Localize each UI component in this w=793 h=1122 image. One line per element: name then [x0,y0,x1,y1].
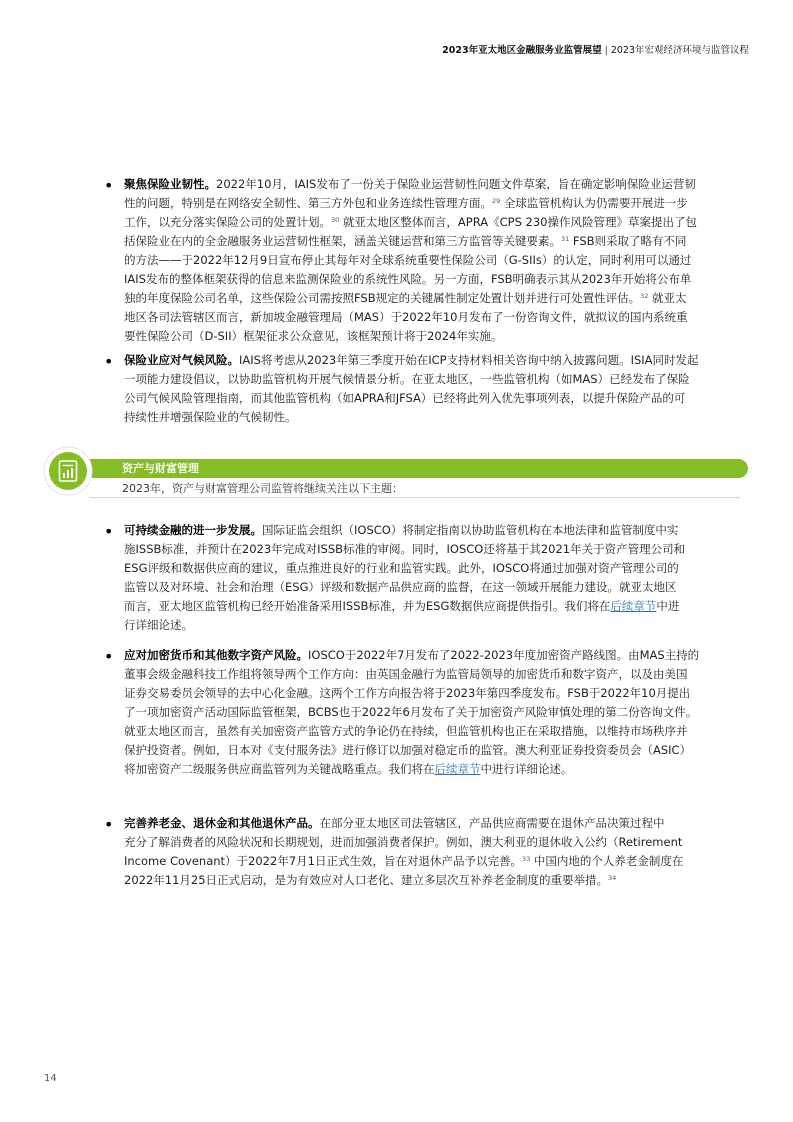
later-chapter-link[interactable]: 后续章节 [610,599,657,613]
bullet-marker: • [104,815,114,834]
bullet-heading: 可持续金融的进一步发展。 [124,523,262,537]
section-title: 资产与财富管理 [122,462,199,475]
section-banner [90,459,748,478]
report-title: 2023年亚太地区金融服务业监管展望 [442,45,602,56]
bullet-insurance-climate: 保险业应对气候风险。IAIS将考虑从2023年第三季度开始在ICP支持材料相关咨询中纳入披露问题。ISIA同时发起 一项能力建设倡议，以协助监管机构开展气候情景分析。在亚太地区，一些监管机构（如MAS）已经发布了保险 公司气候风险管理指南，而其他监管机构（如APRA和JFSA）已经将此列入优先事项列表，以提升保险产品的可 持续性并增强保险业的气候韧性。 [124,353,699,424]
later-chapter-link[interactable]: 后续章节 [434,762,481,776]
bullet-marker: • [104,522,114,541]
bullet-heading: 完善养老金、退休金和其他退休产品。 [124,816,320,830]
footnote-ref[interactable]: 31 [561,235,570,243]
bullet-heading: 保险业应对气候风险。 [124,353,239,367]
bullet-marker: • [104,352,114,371]
running-header [442,42,749,56]
bullet-pensions: 完善养老金、退休金和其他退休产品。在部分亚太地区司法管辖区，产品供应商需要在退休产品决策过程中 充分了解消费者的风险状况和长期规划，进而加强消费者保护。例如，澳大利亚的退休收入公约（Retirement Income Covenant）于2022年7月1日正式生效，旨在对退休产品予以完善。$^{33}$ 中国内地的个人养老金制度在 2022年11月25日正式启动，是为有效应对人口老化、建立多层次互补养老金制度的重要举措。$^{34}$ [124,816,684,887]
bullet-marker: • [104,176,114,195]
bullet-heading: 应对加密货币和其他数字资产风险。 [124,648,308,662]
bullet-crypto-assets: 应对加密货币和其他数字资产风险。IOSCO于2022年7月发布了2022-2023年度加密资产路线图。由MAS主持的 董事会级金融科技工作组将领导两个工作方向：由英国金融行为监管局领导的加密货币和数字资产，以及由美国 证券交易委员会领导的去中心化金融。这两个工作方向报告将于2023年第四季度发布。FSB于2022年10月提出 了一项加密资产活动国际监管框架，BCBS也于2022年6月发布了关于加密资产风险审慎处理的第二份咨询文件。 就亚太地区而言，虽然有关加密资产监管方式的争论仍在持续，但监管机构也正在采取措施，以维持市场秩序并 保护投资者。例如，日本对《支付服务法》进行修订以加强对稳定币的监管。澳大利亚证券投资委员会（ASIC） 将加密资产二级服务供应商监管列为关键战略重点。我们将在后续章节中进行详细论述。 [124,648,700,776]
footnote-ref[interactable]: 34 [608,874,617,882]
footnote-ref[interactable]: 30 [331,216,340,224]
section-divider [90,497,740,498]
footnote-ref[interactable]: 29 [492,197,501,205]
bullet-marker: • [104,647,114,666]
section-intro: 2023年，资产与财富管理公司监管将继续关注以下主题： [122,482,403,495]
page-number: 14 [44,1073,57,1084]
footnote-ref[interactable]: 33 [521,855,531,863]
header-separator: | [604,45,608,56]
chapter-title: 2023年宏观经济环境与监管议程 [610,45,749,56]
bullet-insurance-resilience: 聚焦保险业韧性。2022年10月，IAIS发布了一份关于保险业运营韧性问题文件草案，旨在确定影响保险业运营韧 性的问题，特别是在网络安全韧性、第三方外包和业务连续性管理方面。$^{29}$ 全球监管机构认为仍需要开展进一步 工作，以充分落实保险公司的处置计划。$^{30}$ 就亚太地区整体而言，APRA《CPS 230操作风险管理》草案提出了包 括保险业在内的全金融服务业运营韧性框架，涵盖关键运营和第三方监管等关键要素。$^{31}$ FSB则采取了略有不同 的方法——于2022年12月9日宣布停止其每年对全球系统重要性保险公司（G-SIIs）的认定，同时利用可以通过 IAIS发布的整体框架获得的信息来监测保险业的系统性风险。另一方面，FSB明确表示其从2023年开始将公布单 独的年度保险公司名单，这些保险公司需按照FSB规定的关键属性制定处置计划并进行可处置性评估。$^{32}$ 就亚太 地区各司法管辖区而言，新加坡金融管理局（MAS）于2022年10月发布了一份咨询文件，就拟议的国内系统重 要性保险公司（D-SII）框架征求公众意见，该框架预计将于2024年实施。 [124,177,697,343]
footnote-ref[interactable]: 32 [640,292,649,300]
report-chart-icon [43,446,93,496]
bullet-sustainable-finance: 可持续金融的进一步发展。国际证监会组织（IOSCO）将制定指南以协助监管机构在本地法律和监管制度中实 施ISSB标准，并预计在2023年完成对ISSB标准的审阅。同时，IOSCO还将基于其2021年关于资产管理公司和 ESG评级和数据供应商的建议，重点推进良好的行业和监管实践。此外，IOSCO将通过加强对资产管理公司的 监管以及对环境、社会和治理（ESG）评级和数据产品供应商的监督，在这一领域开展能力建设。就亚太地区 而言，亚太地区监管机构已经开始准备采用ISSB标准，并为ESG数据供应商提供指引。我们将在后续章节中进 行详细论述。 [124,523,686,632]
section-icon-badge [43,446,93,496]
bullet-heading: 聚焦保险业韧性。 [124,177,216,191]
